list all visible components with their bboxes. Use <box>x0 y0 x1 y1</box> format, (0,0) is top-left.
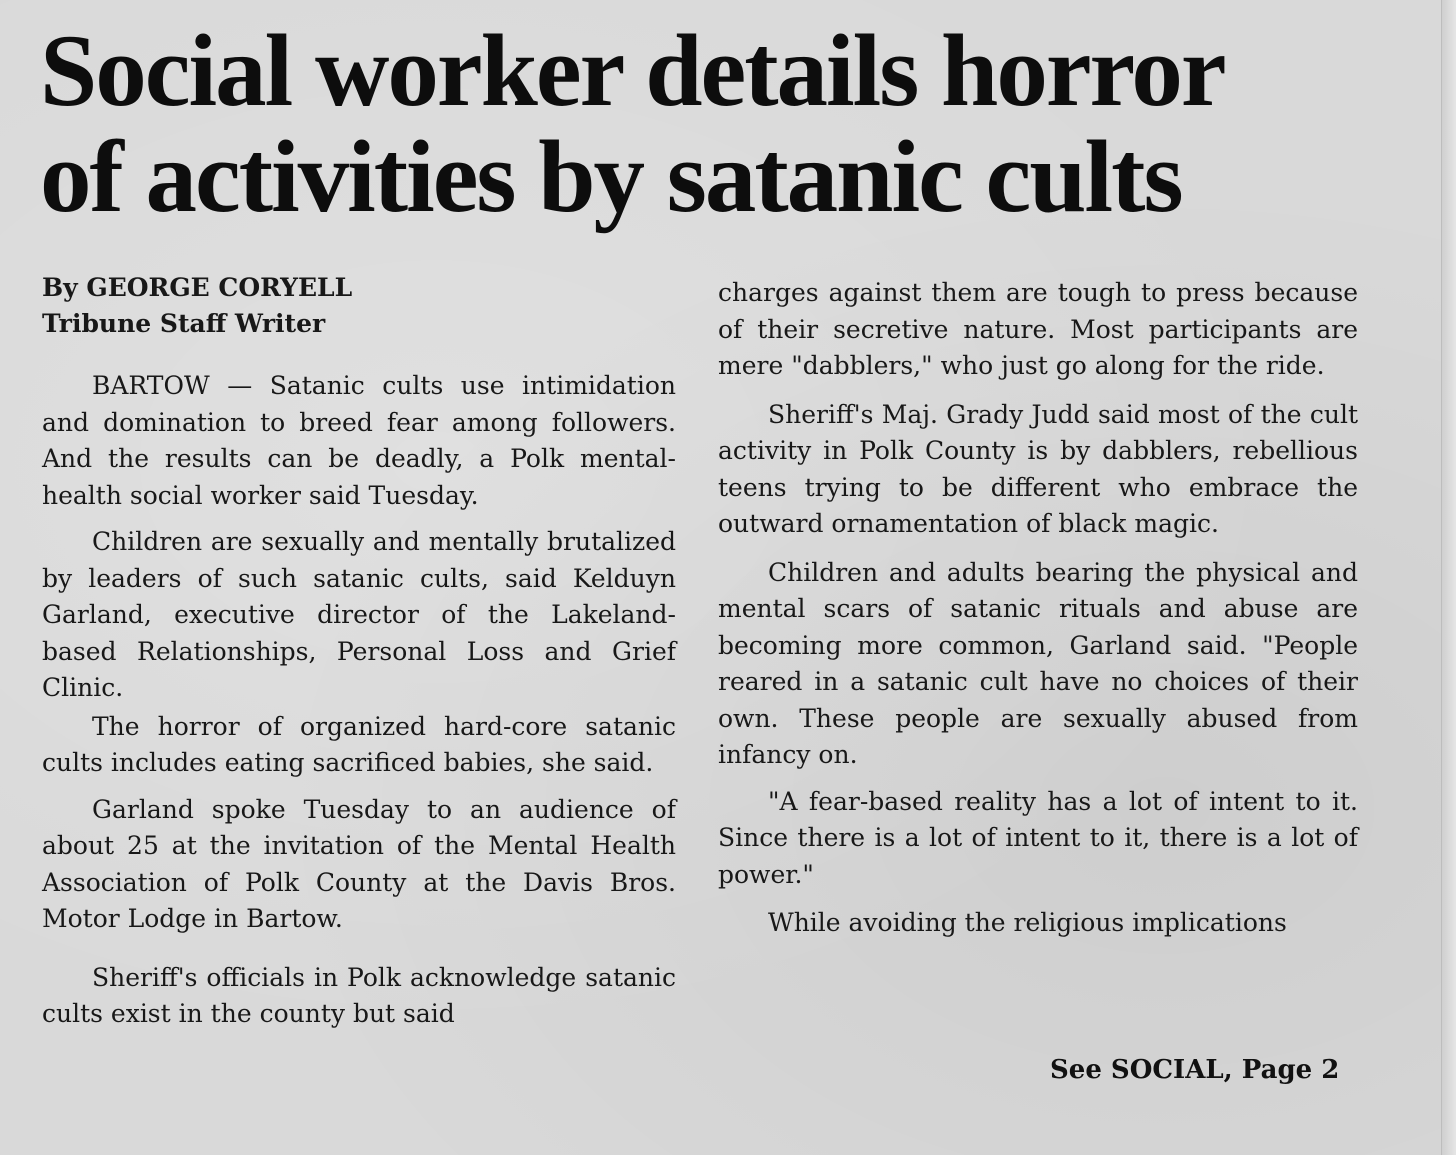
headline-line-2: of activities by satanic cults <box>40 120 1182 234</box>
article-paragraph: Garland spoke Tuesday to an audience of about 25 at the invitation of the Mental Health Association of Polk County at the Davis Bros. Motor Lodge in Bartow. <box>42 794 676 933</box>
right-column <box>718 275 1358 942</box>
article-paragraph: "A fear-based reality has a lot of intent to it. Since there is a lot of intent to it, there is a lot of power." <box>718 786 1358 889</box>
page-edge <box>1441 0 1456 1155</box>
article-paragraph: The horror of organized hard-core satanic cults includes eating sacrificed babies, she said. <box>42 711 676 777</box>
article-paragraph: charges against them are tough to press because of their secretive nature. Most participants are mere "dabblers," who just go along for the ride. <box>718 278 1358 380</box>
article-paragraph: BARTOW — Satanic cults use intimidation and domination to breed fear among followers. And the results can be deadly, a Polk mental-health social worker said Tuesday. <box>42 371 676 510</box>
headline <box>40 14 1370 234</box>
article-paragraph: Children are sexually and mentally brutalized by leaders of such satanic cults, said Kelduyn Garland, executive director of the Lakeland-based Relationships, Personal Loss and Grief Clinic. <box>42 527 676 702</box>
headline-line-1: Social worker details horror <box>40 14 1225 128</box>
article-paragraph: Children and adults bearing the physical and mental scars of satanic rituals and abuse are becoming more common, Garland said. "People reared in a satanic cult have no choices of their own. These people are sexually abused from infancy on. <box>718 557 1358 769</box>
article-paragraph: Sheriff's officials in Polk acknowledge satanic cults exist in the county but said <box>42 962 676 1028</box>
byline-role: Tribune Staff Writer <box>42 309 326 338</box>
article-paragraph: Sheriff's Maj. Grady Judd said most of the cult activity in Polk County is by dabblers, rebellious teens trying to be different who embrace the outward ornamentation of black magic. <box>718 399 1358 538</box>
continuation-jump-line: See SOCIAL, Page 2 <box>1050 1055 1340 1085</box>
article-paragraph: While avoiding the religious implications <box>768 908 1287 937</box>
left-column <box>42 270 676 1033</box>
byline-author: By GEORGE CORYELL <box>42 273 353 302</box>
